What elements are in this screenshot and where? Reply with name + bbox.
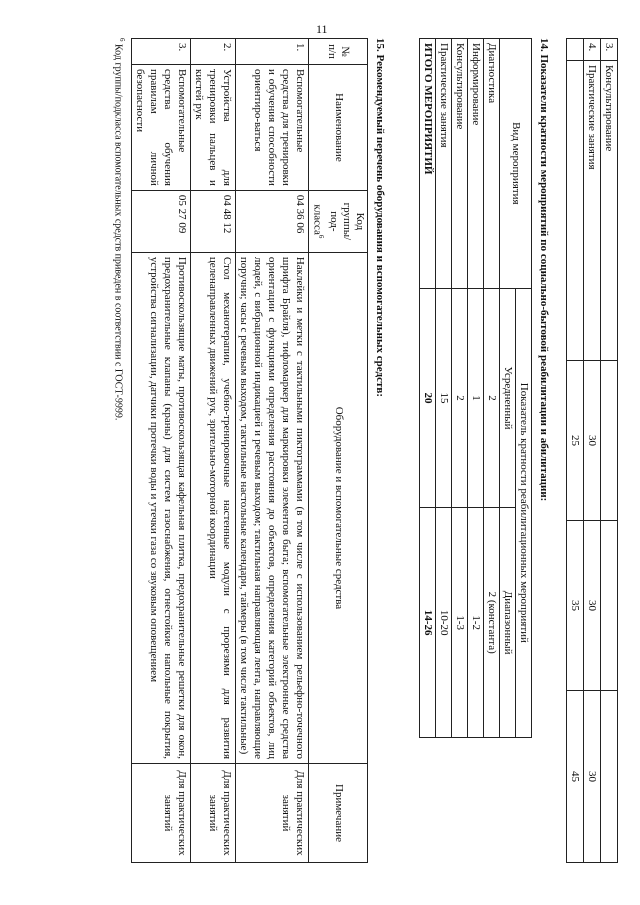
cell-value: 30 — [584, 361, 601, 521]
section-15-title: 15. Рекомендуемый перечень оборудования и вспомогательных средств: — [374, 38, 386, 397]
activity-name: Информирование — [468, 39, 484, 289]
footnote-mark: 6 — [118, 38, 126, 42]
item-note: Для практических занятий — [132, 764, 191, 863]
activity-name: Консультирование — [601, 61, 618, 361]
item-name: Вспомогательные средства обучения правилам личной безопасности — [132, 64, 191, 190]
footnote-divider — [131, 38, 132, 168]
activity-name: Практические занятия — [584, 61, 601, 361]
item-equipment: Противоскользящие маты, противоскользящая кафельная плитка, предохранительные решетки для окон, предохранительные клапаны (краны) для систем газоснабжения, огнестойкие напольные покрытия, устройства сигнализации, датчики протечки воды и утечки газа со звуковым оповещением — [132, 252, 191, 763]
col-header-code — [309, 190, 368, 252]
row-number: 3. — [601, 39, 618, 61]
item-code: 04 36 06 — [236, 190, 309, 252]
table-row — [584, 39, 601, 863]
table-row — [132, 39, 191, 863]
table-header-row — [309, 39, 368, 863]
total-avg-value: 20 — [420, 288, 436, 508]
total-range-value: 14-26 — [420, 508, 436, 738]
total-label: ИТОГО МЕРОПРИЯТИЙ — [420, 39, 436, 289]
row-number — [567, 39, 584, 61]
page-number: 11 — [316, 22, 328, 36]
table-row — [191, 39, 236, 863]
cell-value: 30 — [584, 521, 601, 691]
col-header-activity: Вид мероприятия — [500, 39, 532, 289]
footnote-text: Код группы/подкласса вспомогательных средств приведен в соответствии с ГОСТ-9999. — [112, 44, 124, 421]
row-number: 1. — [236, 39, 309, 65]
item-note: Для практических занятий — [191, 764, 236, 863]
table-row-total — [420, 39, 436, 738]
col-header-equipment: Оборудование и вспомогательные средства — [309, 252, 368, 763]
item-code: 04 48 12 — [191, 190, 236, 252]
item-equipment: Наклейки и метки с тактильными пиктограммами (в том числе с использованием рельефно-точечного шрифта Брайля), тифломаркер для маркировки элементов быта; вспомогательные электронные средства ориентации с функциями определения расстояния до объектов, определения категорий объектов, лиц людей, с вибрационной индикацией и речевым выходом; тактильная направляющая лента, направляющие поручни; часы с речевым выходом, тактильные настольные календари, таймеры (в том числе тактильные) — [236, 252, 309, 763]
cell-value — [601, 521, 618, 691]
item-equipment: Стол механотерапии, учебно-тренировочные настенные модули с прорезями для развития целенаправленных движений рук, зрительно-моторной координации — [191, 252, 236, 763]
activity-name: Практические занятия — [436, 39, 452, 289]
table-row — [436, 39, 452, 738]
col-header-avg: Усредненный — [500, 288, 516, 508]
item-note: Для практических занятий — [236, 764, 309, 863]
item-name: Вспомогательные средства для тренировки и обучения способности ориентиро-ваться — [236, 64, 309, 190]
row-number: 4. — [584, 39, 601, 61]
cell-value: 25 — [567, 361, 584, 521]
col-header-note: Примечание — [309, 764, 368, 863]
table-header-row — [516, 39, 532, 738]
cell-value: 35 — [567, 521, 584, 691]
table-row — [484, 39, 500, 738]
frequency-table — [419, 38, 532, 738]
item-code: 05 27 09 — [132, 190, 191, 252]
section-14-title: 14. Показатели кратности мероприятий по социально-бытовой реабилитации и абилитации: — [538, 38, 550, 502]
table-row — [468, 39, 484, 738]
row-number: 3. — [132, 39, 191, 65]
continuation-table — [566, 38, 618, 863]
table-row — [567, 39, 584, 863]
equipment-table — [131, 38, 368, 863]
range-value: 2 (константа) — [484, 508, 500, 738]
col-header-range: Диапазонный — [500, 508, 516, 738]
avg-value: 2 — [484, 288, 500, 508]
avg-value: 15 — [436, 288, 452, 508]
table-row — [601, 39, 618, 863]
cell-value — [601, 691, 618, 863]
cell-value — [601, 361, 618, 521]
activity-name: Диагностика — [484, 39, 500, 289]
cell-value: 45 — [567, 691, 584, 863]
col-header-num: № п/п — [309, 39, 368, 65]
row-number: 2. — [191, 39, 236, 65]
range-value: 1-2 — [468, 508, 484, 738]
footnote — [113, 38, 126, 420]
table-row — [452, 39, 468, 738]
table-row — [236, 39, 309, 863]
avg-value: 2 — [452, 288, 468, 508]
col-header-group: Показатель кратности реабилитационных мероприятий — [516, 288, 532, 737]
activity-name: Консультирование — [452, 39, 468, 289]
cell-value: 30 — [584, 691, 601, 863]
activity-name — [567, 61, 584, 361]
col-header-name: Наименование — [309, 64, 368, 190]
code-header-text: Код группы/под-класса — [311, 202, 366, 241]
avg-value: 1 — [468, 288, 484, 508]
range-value: 1-3 — [452, 508, 468, 738]
footnote-mark: 6 — [317, 234, 325, 239]
range-value: 10-20 — [436, 508, 452, 738]
rotated-document — [50, 38, 620, 863]
item-name: Устройства для тренировки пальцев и кистей рук — [191, 64, 236, 190]
